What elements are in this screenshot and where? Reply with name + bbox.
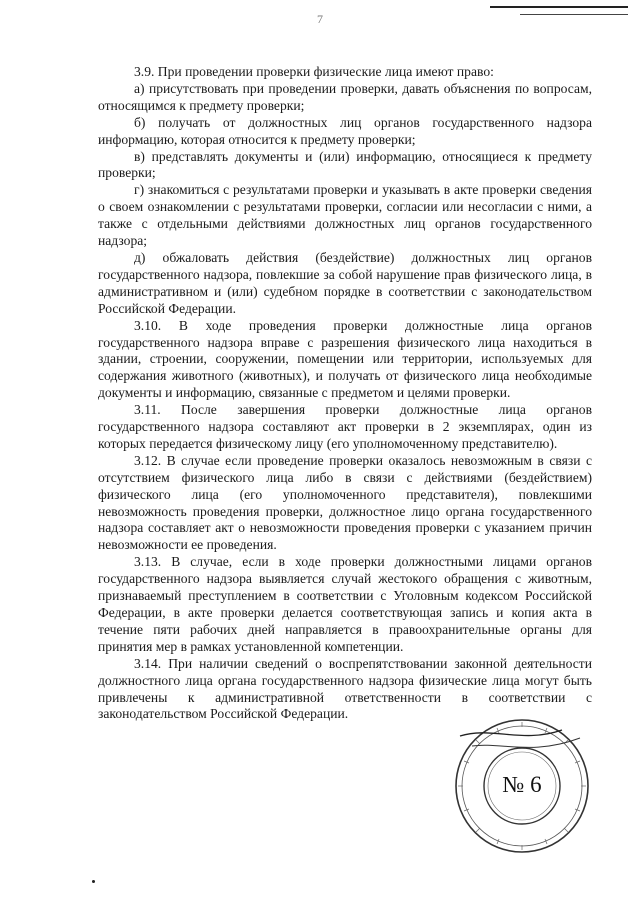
paragraph-3-9-v: в) представлять документы и (или) информацию, относящиеся к предмету проверки; [98, 148, 592, 181]
paragraph-3-9-a: а) присутствовать при проведении проверки, давать объяснения по вопросам, относящимся к предмету проверки; [98, 80, 592, 113]
corner-line-secondary [520, 14, 628, 15]
document-body [98, 64, 592, 723]
paragraph-3-13: 3.13. В случае, если в ходе проверки должностными лицами органов государственного надзора выявляется случай жестокого обращения с животным, признаваемый преступлением в соответствии с Уголовным кодексом Российской Федерации, в акте проверки делается соответствующая запись и копия акта в течение пяти рабочих дней направляется в правоохранительные органы для принятия мер в рамках установленной компетенции. [98, 554, 592, 654]
paragraph-3-14: 3.14. При наличии сведений о воспрепятствовании законной деятельности должностного лица органа государственного надзора физические лица могут быть привлечены к административной ответственности в соответствии с законодательством Российской Федерации. [98, 655, 592, 722]
paragraph-3-12: 3.12. В случае если проведение проверки оказалось невозможным в связи с отсутствием физического лица либо в связи с действиями (бездействием) физического лица (его уполномоченного представителя), повлекшими невозможность проведения проверки, должностное лицо органа государственного надзора составляет акт о невозможности проведения проверки с указанием причин невозможности ее проведения. [98, 452, 592, 553]
official-stamp [452, 716, 592, 856]
ink-dot [92, 880, 95, 883]
page-number: 7 [317, 12, 323, 26]
paragraph-3-9: 3.9. При проведении проверки физические лица имеют право: [134, 64, 494, 79]
paragraph-3-9-d: д) обжаловать действия (бездействие) должностных лиц органов государственного надзора, повлекшие за собой нарушение прав физического лица, в административном и (или) судебном порядке в соответствии с законодательством Российской Федерации. [98, 249, 592, 316]
paragraph-3-10: 3.10. В ходе проведения проверки должностные лица органов государственного надзора вправе с разрешения физического лица находиться в здании, строении, сооружении, помещении или территории, используемых для содержания животного (животных), и получать от физического лица необходимые документы и информацию, связанные с предметом и целями проверки. [98, 317, 592, 401]
paragraph-3-9-g: г) знакомиться с результатами проверки и указывать в акте проверки сведения о своем ознакомлении с результатами проверки, согласии или несогласии с ними, а также с отдельными действиями должностных лиц органов государственного надзора; [98, 182, 592, 249]
paragraph-3-11: 3.11. После завершения проверки должностные лица органов государственного надзора составляют акт проверки в 2 экземплярах, один из которых передается физическому лицу (его уполномоченному представителю). [98, 402, 592, 451]
corner-line [490, 6, 628, 8]
stamp-label: № 6 [502, 772, 542, 797]
paragraph-3-9-b: б) получать от должностных лиц органов государственного надзора информацию, которая относится к предмету проверки; [98, 114, 592, 147]
